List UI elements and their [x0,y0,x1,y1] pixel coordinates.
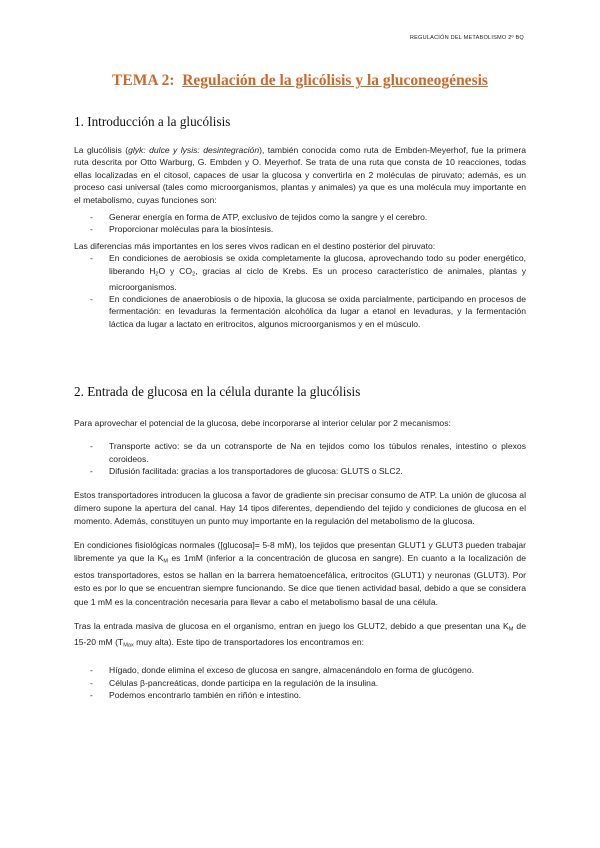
differences-intro: Las diferencias más importantes en los seres vivos radican en el destino posterior del piruvato: [74,240,436,251]
list-item: - Difusión facilitada: gracias a los transportadores de glucosa: GLUTS o SLC2. [74,465,526,477]
mechanisms-intro: Para aprovechar el potencial de la glucosa, debe incorporarse al interior celular por 2 mecanismos: [74,418,451,428]
conditions-list [74,252,526,330]
transporters-paragraph: Estos transportadores introducen la glucosa a favor de gradiente sin precisar consumo de ATP. La unión de glucosa al dímero supone la apertura del canal. Hay 14 tipos diferentes, dependiendo del tejido y condiciones de glucosa en el momento. Además, constituyen un punto muy importante en la regulación del metabolismo de la glucosa. [74,489,526,527]
section-1-body [74,144,526,330]
section-1-heading: 1. Introducción a la glucólisis [74,114,231,129]
functions-list [74,211,526,236]
section-2-heading: 2. Entrada de glucosa en la célula durante la glucólisis [74,384,361,399]
page-title [0,72,600,90]
list-item: - Generar energía en forma de ATP, exclusivo de tejidos como la sangre y el cerebro. [74,211,526,223]
locations-list [74,664,526,701]
glut1-glut3-paragraph: En condiciones fisiológicas normales ([glucosa]= 5-8 mM), los tejidos que presentan GLUT1 y GLUT3 pueden trabajar libremente ya que la $K_M$ es 1mM (inferior a la concentración de glucosa en sangre). En cuanto a la localización de estos transportadores, estos se hallan en la barrera hematoencefálica, eritrocitos (GLUT1) y neuronas (GLUT3). Por esto es por lo que se encuentran siempre funcionando. Se dice que tienen actividad basal, debido a que se considera que 1 mM es la concentración necesaria para llevar a cabo el metabolismo basal de una célula. [74,540,526,607]
title-prefix: TEMA 2: [112,72,175,89]
glut2-paragraph: Tras la entrada masiva de glucosa en el organismo, entran en juego los GLUT2, debido a que presentan una $K_M$ de 15-20 mM ($T_{Max}$ muy alta). Este tipo de transportadores los encontramos en: [74,620,526,649]
mechanisms-list [74,440,526,477]
intro-paragraph: La glucólisis (glyk: dulce y lysis: desintegración), también conocida como ruta de Embden-Meyerhof, fue la primera ruta descrita por Otto Warburg, G. Embden y O. Meyerhof. Se trata de una ruta que consta de 10 reacciones, todas ellas localizadas en el citosol, capaces de usar la glucosa y convertirla en 2 moléculas de piruvato; además, es un proceso casi universal (tales como microorganismos, plantas y animales) ya que es una molécula muy importante en el metabolismo, cuyas funciones son: [74,145,527,205]
list-item: - Proporcionar moléculas para la biosíntesis. [74,223,526,235]
list-item: - En condiciones de aerobiosis se oxida completamente la glucosa, aprovechando todo su poder energético, liberando $H_2O$ y $CO_2$, gracias al ciclo de Krebs. Es un proceso característico de animales, plantas y microorganismos. [74,252,526,293]
list-item: - Hígado, donde elimina el exceso de glucosa en sangre, almacenándolo en forma de glucógeno. [74,664,526,676]
list-item: - Células β-pancreáticas, donde participa en la regulación de la insulina. [74,677,526,689]
title-text: Regulación de la glicólisis y la gluconeogénesis [182,72,488,89]
running-header: REGULACIÓN DEL METABOLISMO 2º BQ [409,35,524,41]
section-2-body [74,417,526,701]
list-item: - Podemos encontrarlo también en riñón e intestino. [74,689,526,701]
list-item: - Transporte activo: se da un cotransporte de Na en tejidos como los túbulos renales, intestino o plexos coroideos. [74,440,526,465]
list-item: - En condiciones de anaerobiosis o de hipoxia, la glucosa se oxida parcialmente, participando en procesos de fermentación: en levaduras la fermentación alcohólica da lugar a etanol en levaduras, y la fermentación láctica da lugar a lactato en eritrocitos, algunos microorganismos y en el músculo. [74,293,526,330]
etymology: glyk: dulce y lysis: desintegración [128,145,260,155]
